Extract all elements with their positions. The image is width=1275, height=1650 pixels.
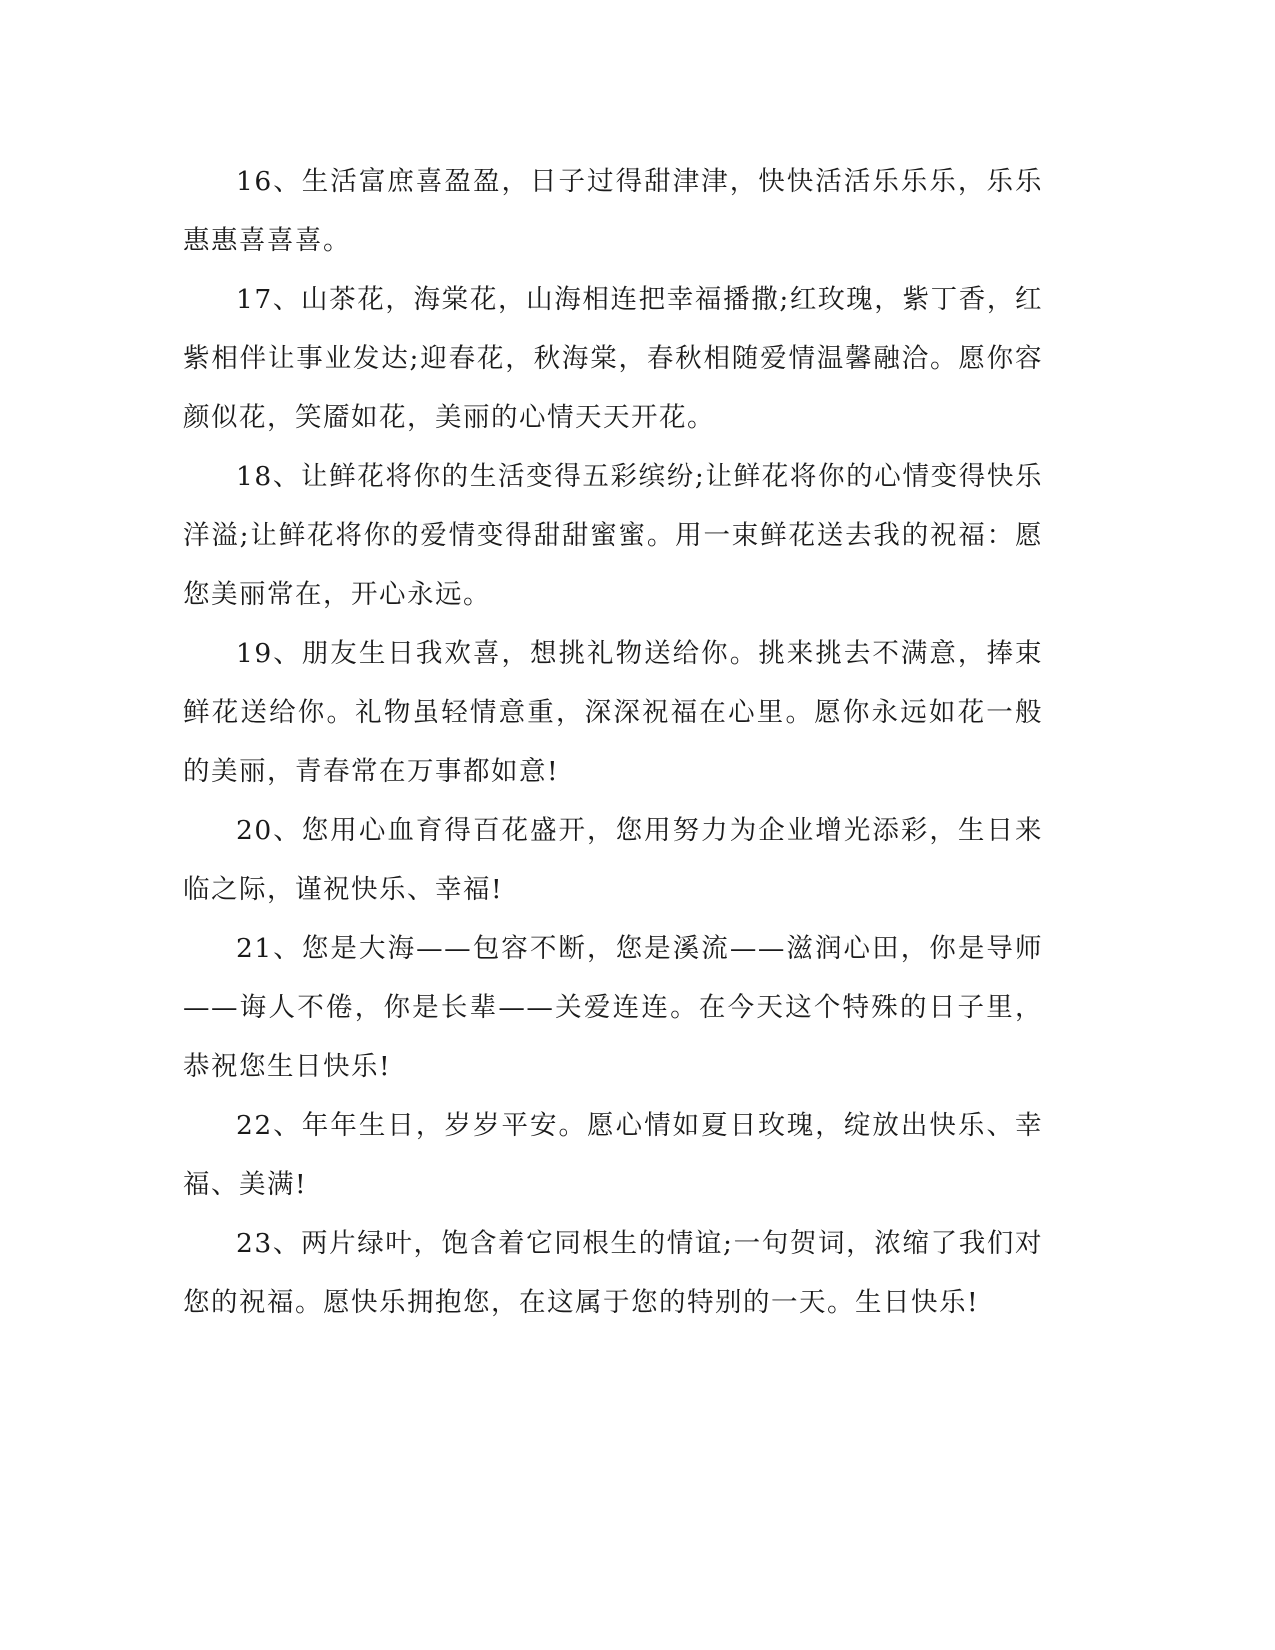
wish-paragraph-23: 23、两片绿叶，饱含着它同根生的情谊;一句贺词，浓缩了我们对您的祝福。愿快乐拥抱您，在这属于您的特别的一天。生日快乐! — [183, 1228, 1043, 1318]
wish-paragraph-19: 19、朋友生日我欢喜，想挑礼物送给你。挑来挑去不满意，捧束鲜花送给你。礼物虽轻情意重，深深祝福在心里。愿你永远如花一般的美丽，青春常在万事都如意! — [183, 638, 1043, 787]
wish-paragraph-21: 21、您是大海——包容不断，您是溪流——滋润心田，你是导师——诲人不倦，你是长辈——关爱连连。在今天这个特殊的日子里，恭祝您生日快乐! — [183, 933, 1043, 1082]
wish-paragraph-16: 16、生活富庶喜盈盈，日子过得甜津津，快快活活乐乐乐，乐乐惠惠喜喜喜。 — [183, 166, 1043, 256]
wish-paragraph-22: 22、年年生日，岁岁平安。愿心情如夏日玫瑰，绽放出快乐、幸福、美满! — [183, 1110, 1043, 1200]
wish-paragraph-18: 18、让鲜花将你的生活变得五彩缤纷;让鲜花将你的心情变得快乐洋溢;让鲜花将你的爱情变得甜甜蜜蜜。用一束鲜花送去我的祝福：愿您美丽常在，开心永远。 — [183, 461, 1043, 610]
wish-paragraph-17: 17、山茶花，海棠花，山海相连把幸福播撒;红玫瑰，紫丁香，红紫相伴让事业发达;迎春花，秋海棠，春秋相随爱情温馨融洽。愿你容颜似花，笑靥如花，美丽的心情天天开花。 — [183, 284, 1043, 433]
document-body — [183, 152, 1043, 1332]
wish-paragraph-20: 20、您用心血育得百花盛开，您用努力为企业增光添彩，生日来临之际，谨祝快乐、幸福! — [183, 815, 1043, 905]
